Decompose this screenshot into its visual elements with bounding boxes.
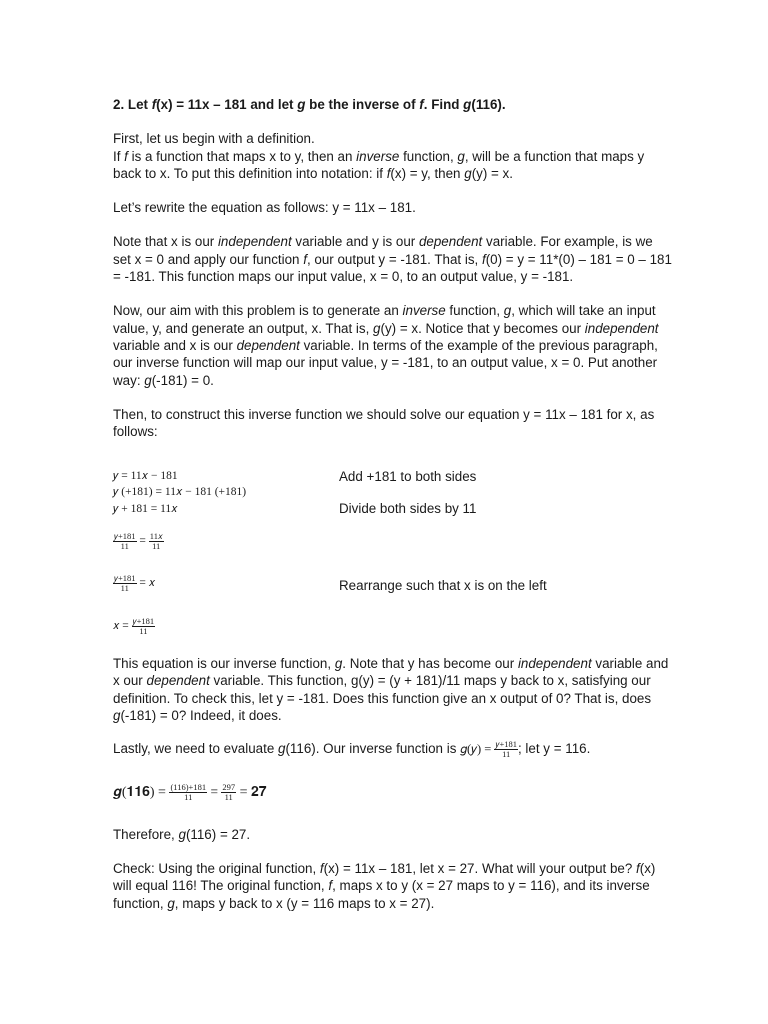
step-equation: 𝑦 (+181) = 11𝑥 − 181 (+181) bbox=[113, 486, 247, 498]
text-run: f bbox=[636, 861, 640, 876]
equation-lhs: 𝒈(𝟏𝟏𝟔) = bbox=[113, 785, 170, 801]
fraction bbox=[132, 617, 156, 636]
fraction bbox=[149, 532, 164, 551]
problem-title bbox=[113, 96, 673, 113]
title-text: (116). bbox=[471, 97, 506, 112]
text-run: (x) = 11x – 181, let x = 27. What will your output be? bbox=[323, 861, 637, 876]
fraction bbox=[113, 574, 137, 593]
text-run: g bbox=[178, 827, 186, 842]
denominator: 11 bbox=[224, 792, 233, 802]
text-run: function, bbox=[399, 148, 458, 164]
text-run: 𝑔(𝑦) = bbox=[460, 742, 495, 757]
step-note: Rearrange such that x is on the left bbox=[339, 578, 547, 593]
check-paragraph bbox=[113, 860, 673, 912]
text-run: (116). Our inverse function is bbox=[285, 741, 461, 757]
equation-rhs: = 𝟐𝟕 bbox=[236, 785, 267, 801]
text-run: Now, our aim with this problem is to generate an bbox=[113, 303, 403, 319]
text-run: f bbox=[386, 165, 391, 181]
numerator: 297 bbox=[222, 782, 236, 792]
therefore-paragraph bbox=[113, 826, 673, 843]
denominator: 11 bbox=[120, 583, 129, 593]
text-run: g bbox=[503, 303, 512, 319]
denominator: 11 bbox=[120, 541, 129, 551]
step-note: Add +181 to both sides bbox=[339, 469, 477, 484]
equals: = bbox=[136, 535, 149, 548]
text-run: g bbox=[457, 148, 465, 164]
text-run: variable and y is our bbox=[291, 234, 419, 250]
text-run: , maps x to y (x = 27 maps to y = 116), and its inverse function, bbox=[113, 878, 650, 911]
numerator: 11𝑥 bbox=[149, 531, 163, 541]
text-run: variable and x is our bbox=[113, 337, 237, 353]
text-run: g bbox=[278, 741, 286, 757]
text-run: (116) = 27. bbox=[185, 827, 251, 842]
title-text: 2. Let bbox=[113, 97, 152, 112]
text-run: f bbox=[328, 878, 333, 894]
text-run: f bbox=[481, 251, 486, 267]
document-body bbox=[113, 96, 673, 440]
text-run: (x) will equal 116! The original function, bbox=[113, 861, 656, 894]
text-run: This equation is our inverse function, bbox=[113, 656, 335, 671]
text-run: variable. For example, is we set x = 0 and apply our function bbox=[113, 234, 653, 267]
title-text: . Find bbox=[423, 97, 464, 112]
numerator: 𝑦+181 bbox=[114, 531, 136, 541]
text-run: is a function that maps x to y, then an bbox=[127, 148, 357, 164]
definition-intro: First, let us begin with a definition. bbox=[113, 131, 315, 147]
text-run: g bbox=[167, 895, 175, 911]
step-equation: 𝑦 + 181 = 11𝑥 bbox=[113, 503, 178, 515]
text-run: variable and x our bbox=[113, 656, 669, 689]
title-text: f bbox=[151, 97, 157, 112]
equation-rhs: = 𝑥 bbox=[136, 577, 156, 590]
text-run: ; let y = 116. bbox=[517, 741, 591, 757]
step-equation-fraction bbox=[113, 532, 164, 551]
fraction bbox=[494, 740, 518, 759]
title-text: g bbox=[297, 97, 306, 112]
denominator: 11 bbox=[139, 626, 148, 636]
text-run: If bbox=[113, 148, 125, 164]
text-run: dependent bbox=[146, 673, 210, 689]
text-run: independent bbox=[217, 234, 292, 250]
step-equation-fraction bbox=[113, 617, 155, 636]
equals: = bbox=[207, 784, 222, 800]
text-run: f bbox=[303, 251, 307, 267]
aim-paragraph bbox=[113, 302, 673, 388]
text-run: (-181) = 0? Indeed, it does. bbox=[120, 707, 282, 723]
numerator: 𝑦+181 bbox=[114, 573, 136, 583]
title-text: be the inverse of bbox=[305, 97, 420, 112]
text-run: . Note that y has become our bbox=[342, 656, 518, 671]
text-run: independent bbox=[517, 656, 592, 671]
equation-lhs: 𝑥 = bbox=[113, 620, 132, 633]
step-equation: 𝑦 = 11𝑥 − 181 bbox=[113, 470, 178, 482]
text-run: inverse bbox=[402, 303, 446, 319]
text-run: g bbox=[144, 372, 152, 388]
text-run: Therefore, bbox=[113, 827, 179, 842]
text-run: (y) = x. Notice that y becomes our bbox=[380, 320, 585, 336]
numerator: 𝑦+181 bbox=[132, 616, 155, 626]
definition-paragraph bbox=[113, 148, 673, 183]
rewrite-paragraph: Let’s rewrite the equation as follows: y = 11x – 181. bbox=[113, 200, 416, 216]
text-run: , our output y = -181. That is, bbox=[306, 251, 482, 267]
text-run: f bbox=[124, 148, 128, 164]
text-run: independent bbox=[584, 320, 659, 336]
text-run: variable. This function, g(y) = (y + 181)/11 maps y back to x, satisfying our definition. To check this, let y = -181. Does this function give an x output of 0? That is, does bbox=[113, 673, 652, 706]
text-run: variable. In terms of the example of the previous paragraph, our inverse function will map our input value, y = -181, to an output value, x = 0. Put another way: bbox=[113, 337, 658, 388]
text-run: Check: Using the original function, bbox=[113, 861, 320, 876]
text-run: f bbox=[319, 861, 324, 876]
text-run: g bbox=[113, 707, 121, 723]
title-text: (x) = 11x – 181 and let bbox=[156, 97, 298, 112]
text-run: Note that x is our bbox=[113, 234, 218, 250]
step-equation-fraction bbox=[113, 574, 155, 593]
text-run: (0) = y = 11*(0) – 181 = 0 – 181 = -181. This function maps our input value, x = 0, to an output value, y = -181. bbox=[113, 251, 672, 285]
denominator: 11 bbox=[152, 541, 161, 551]
title-text: g bbox=[463, 97, 472, 112]
denominator: 11 bbox=[502, 749, 511, 759]
text-run: function, bbox=[445, 303, 504, 319]
text-run: Lastly, we need to evaluate bbox=[113, 741, 279, 757]
fraction bbox=[221, 783, 236, 802]
text-run: , which will take an input value, y, and generate an output, x. That is, bbox=[113, 303, 656, 336]
text-run: (y) = x. bbox=[471, 165, 513, 181]
text-run: g bbox=[334, 656, 343, 671]
numerator: (116)+181 bbox=[170, 782, 207, 792]
variables-paragraph bbox=[113, 233, 673, 285]
evaluate-paragraph bbox=[113, 740, 673, 759]
fraction bbox=[169, 783, 207, 802]
construct-paragraph: Then, to construct this inverse function we should solve our equation y = 11x – 181 for x, as follows: bbox=[113, 406, 655, 440]
step-note: Divide both sides by 11 bbox=[339, 501, 477, 516]
title-text: f bbox=[419, 97, 424, 112]
evaluation-equation bbox=[113, 783, 673, 802]
fraction bbox=[113, 532, 137, 551]
text-run: g bbox=[464, 165, 472, 181]
text-run: (x) = y, then bbox=[390, 165, 465, 181]
text-run: (-181) = 0. bbox=[151, 372, 214, 388]
text-run: , maps y back to x (y = 116 maps to x = 27). bbox=[174, 895, 435, 911]
text-run: dependent bbox=[418, 234, 483, 250]
text-run: dependent bbox=[236, 337, 300, 353]
text-run: inverse bbox=[356, 148, 400, 164]
text-run: , will be a function that maps y back to x. To put this definition into notation: if bbox=[113, 148, 645, 181]
text-run: g bbox=[373, 320, 381, 336]
numerator: 𝑦+181 bbox=[495, 739, 517, 749]
denominator: 11 bbox=[184, 792, 193, 802]
result-paragraph bbox=[113, 655, 673, 724]
